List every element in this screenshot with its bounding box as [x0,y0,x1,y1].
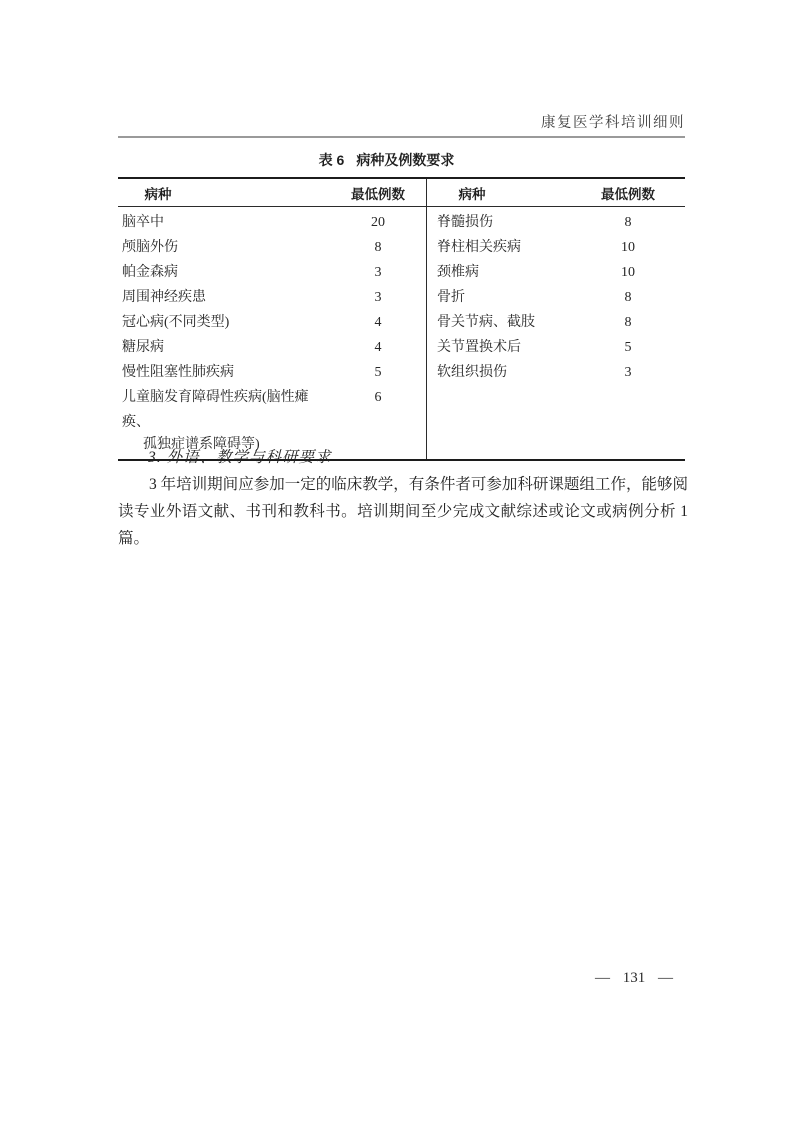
table-row [427,310,685,335]
table-row [118,210,426,235]
min-cases-cell: 4 [374,340,382,355]
disease-cell: 帕金森病 [122,265,178,280]
table-row [427,260,685,285]
min-cases-cell: 8 [374,240,382,255]
disease-cell-line2: 孤独症谱系障碍等) [143,437,260,452]
table-row [427,210,685,235]
table-caption [103,150,670,170]
table-row [118,260,426,285]
column-header-min-cases: 最低例数 [601,186,655,202]
table-right-half [427,179,685,459]
disease-cell: 骨折 [437,290,465,305]
table-row [118,235,426,260]
section-heading: 3. 外语、教学与科研要求 [148,449,332,466]
min-cases-cell: 8 [624,315,632,330]
disease-cell: 脊柱相关疾病 [437,240,521,255]
header-rule-line [118,136,685,138]
table-header-row [427,179,685,207]
min-cases-cell: 3 [374,290,382,305]
disease-cell: 颈椎病 [437,265,479,280]
min-cases-cell: 5 [374,365,382,380]
min-cases-cell: 20 [371,215,385,230]
disease-cell: 颅脑外伤 [122,240,178,255]
table-caption-label: 表 6 [318,152,345,168]
body-paragraph: 3 年培训期间应参加一定的临床教学，有条件者可参加科研课题组工作，能够阅读专业外语文献、书刊和教科书。培训期间至少完成文献综述或论文或病例分析 1 篇。 [118,476,688,547]
min-cases-cell: 10 [621,265,635,280]
disease-cell: 软组织损伤 [437,365,507,380]
disease-cell: 周围神经疾患 [122,290,206,305]
table-left-half [118,179,427,459]
min-cases-cell: 3 [374,265,382,280]
disease-cell: 慢性阻塞性肺疾病 [122,365,234,380]
disease-cell: 关节置换术后 [437,340,521,355]
table-row [118,335,426,360]
cases-table [118,177,685,461]
running-header: 康复医学科培训细则 [541,115,685,131]
min-cases-cell: 4 [374,315,382,330]
min-cases-cell: 8 [624,215,632,230]
disease-cell: 冠心病(不同类型) [122,315,230,330]
disease-cell: 骨关节病、截肢 [437,315,535,330]
table-row [118,285,426,310]
table-row [427,360,685,385]
table-row [427,235,685,260]
min-cases-cell: 3 [624,365,632,380]
disease-cell-line1: 儿童脑发育障碍性疾病(脑性瘫痪、 [122,390,309,430]
min-cases-cell: 10 [621,240,635,255]
column-header-min-cases: 最低例数 [351,186,405,202]
table-left-body [118,207,426,459]
page-number: — 131 — [595,970,673,986]
column-header-disease: 病种 [458,186,486,202]
disease-cell: 糖尿病 [122,340,164,355]
table-row [427,335,685,360]
table-right-body [427,207,685,389]
table-row [427,285,685,310]
min-cases-cell: 6 [374,390,382,405]
disease-cell: 脑卒中 [122,215,164,230]
table-header-row [118,179,426,207]
min-cases-cell: 5 [624,340,632,355]
disease-cell: 脊髓损伤 [437,215,493,230]
table-row [118,310,426,335]
column-header-disease: 病种 [144,186,172,202]
table-row [118,360,426,385]
table-caption-title: 病种及例数要求 [356,152,455,168]
min-cases-cell: 8 [624,290,632,305]
